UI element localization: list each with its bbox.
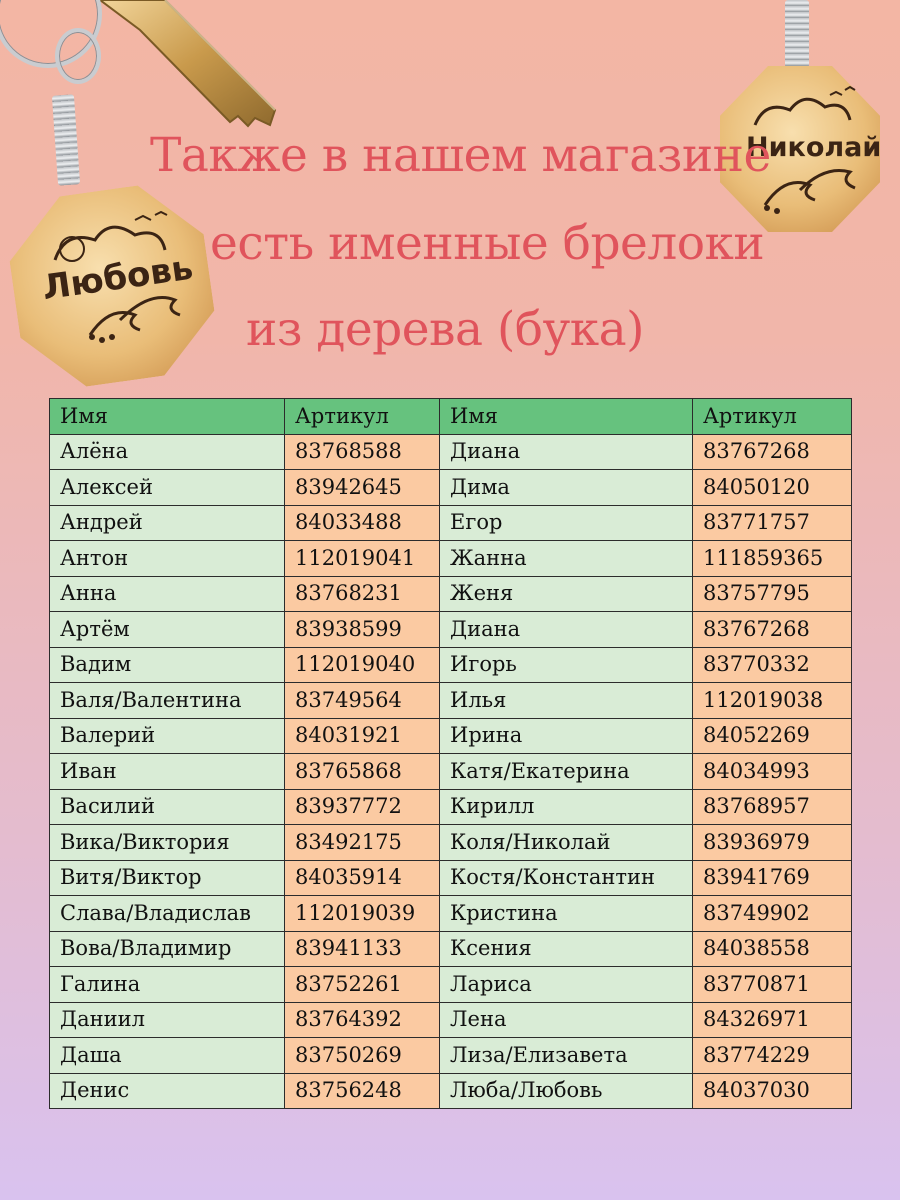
- name-cell: Женя: [440, 576, 693, 612]
- name-cell: Андрей: [50, 505, 285, 541]
- table-row: [50, 470, 852, 506]
- sku-cell: 83749902: [693, 896, 852, 932]
- column-header-sku: Артикул: [285, 399, 440, 435]
- name-cell: Алёна: [50, 434, 285, 470]
- sku-cell: 83764392: [285, 1002, 440, 1038]
- name-cell: Игорь: [440, 647, 693, 683]
- sku-cell: 83768588: [285, 434, 440, 470]
- table-row: [50, 434, 852, 470]
- sku-cell: 83771757: [693, 505, 852, 541]
- table-row: [50, 1073, 852, 1109]
- name-cell: Дима: [440, 470, 693, 506]
- sku-cell: 83767268: [693, 434, 852, 470]
- column-header-sku: Артикул: [693, 399, 852, 435]
- table-row: [50, 931, 852, 967]
- name-cell: Илья: [440, 683, 693, 719]
- name-cell: Валя/Валентина: [50, 683, 285, 719]
- headline-line-2: есть именные брелоки: [210, 216, 765, 271]
- name-cell: Алексей: [50, 470, 285, 506]
- name-cell: Ирина: [440, 718, 693, 754]
- keychain-name-right: Николай: [746, 132, 882, 163]
- sku-cell: 83765868: [285, 754, 440, 790]
- sku-cell: 84052269: [693, 718, 852, 754]
- name-cell: Костя/Константин: [440, 860, 693, 896]
- sku-cell: 83750269: [285, 1038, 440, 1074]
- name-cell: Лариса: [440, 967, 693, 1003]
- headline-line-1: Также в нашем магазине: [150, 128, 771, 183]
- sku-cell: 84034993: [693, 754, 852, 790]
- name-cell: Василий: [50, 789, 285, 825]
- sku-cell: 83938599: [285, 612, 440, 648]
- table-row: [50, 754, 852, 790]
- table-row: [50, 576, 852, 612]
- table-row: [50, 541, 852, 577]
- name-cell: Артём: [50, 612, 285, 648]
- name-cell: Коля/Николай: [440, 825, 693, 861]
- name-cell: Ксения: [440, 931, 693, 967]
- table-row: [50, 789, 852, 825]
- table-row: [50, 505, 852, 541]
- table-row: [50, 647, 852, 683]
- name-cell: Денис: [50, 1073, 285, 1109]
- table-header-row: [50, 399, 852, 435]
- keychain-nikolay-image: [700, 0, 900, 240]
- table-row: [50, 1002, 852, 1038]
- keychain-name-left: Любовь: [39, 247, 196, 309]
- name-cell: Даша: [50, 1038, 285, 1074]
- sku-cell: 83942645: [285, 470, 440, 506]
- name-cell: Даниил: [50, 1002, 285, 1038]
- name-cell: Кристина: [440, 896, 693, 932]
- sku-cell: 112019040: [285, 647, 440, 683]
- sku-cell: 84037030: [693, 1073, 852, 1109]
- sku-cell: 83774229: [693, 1038, 852, 1074]
- sku-cell: 84038558: [693, 931, 852, 967]
- name-cell: Лена: [440, 1002, 693, 1038]
- sku-cell: 84050120: [693, 470, 852, 506]
- dolphins-engraving-icon: [80, 285, 190, 345]
- name-cell: Катя/Екатерина: [440, 754, 693, 790]
- sku-cell: 83767268: [693, 612, 852, 648]
- sku-cell: 84031921: [285, 718, 440, 754]
- name-cell: Жанна: [440, 541, 693, 577]
- name-cell: Егор: [440, 505, 693, 541]
- table-row: [50, 825, 852, 861]
- table-row: [50, 896, 852, 932]
- sku-cell: 83937772: [285, 789, 440, 825]
- keychain-lyubov-image: [0, 0, 230, 390]
- name-cell: Диана: [440, 612, 693, 648]
- name-cell: Витя/Виктор: [50, 860, 285, 896]
- name-cell: Кирилл: [440, 789, 693, 825]
- sku-cell: 84035914: [285, 860, 440, 896]
- sku-cell: 83770871: [693, 967, 852, 1003]
- name-cell: Вика/Виктория: [50, 825, 285, 861]
- sku-cell: 84033488: [285, 505, 440, 541]
- keychain-chain: [785, 0, 809, 68]
- name-cell: Вадим: [50, 647, 285, 683]
- name-cell: Валерий: [50, 718, 285, 754]
- name-cell: Люба/Любовь: [440, 1073, 693, 1109]
- sku-cell: 83768957: [693, 789, 852, 825]
- column-header-name: Имя: [50, 399, 285, 435]
- sku-cell: 112019039: [285, 896, 440, 932]
- name-cell: Диана: [440, 434, 693, 470]
- sku-cell: 111859365: [693, 541, 852, 577]
- sku-cell: 83936979: [693, 825, 852, 861]
- sku-cell: 83941133: [285, 931, 440, 967]
- sku-cell: 83757795: [693, 576, 852, 612]
- name-cell: Вова/Владимир: [50, 931, 285, 967]
- table-row: [50, 1038, 852, 1074]
- keychain-chain: [52, 94, 80, 185]
- sku-cell: 83752261: [285, 967, 440, 1003]
- key-ring-small: [55, 28, 101, 84]
- sku-cell: 112019041: [285, 541, 440, 577]
- sku-cell: 83749564: [285, 683, 440, 719]
- dolphins-engraving-icon: [755, 160, 865, 215]
- sku-cell: 83941769: [693, 860, 852, 896]
- table-row: [50, 967, 852, 1003]
- name-cell: Галина: [50, 967, 285, 1003]
- name-cell: Слава/Владислав: [50, 896, 285, 932]
- name-cell: Лиза/Елизавета: [440, 1038, 693, 1074]
- sku-cell: 112019038: [693, 683, 852, 719]
- table-row: [50, 683, 852, 719]
- sun-clouds-engraving-icon: [745, 85, 865, 130]
- column-header-name: Имя: [440, 399, 693, 435]
- names-sku-table: [49, 398, 851, 1115]
- sku-cell: 83756248: [285, 1073, 440, 1109]
- name-cell: Иван: [50, 754, 285, 790]
- sku-cell: 84326971: [693, 1002, 852, 1038]
- headline-line-3: из дерева (бука): [246, 302, 644, 357]
- table-row: [50, 612, 852, 648]
- sku-cell: 83770332: [693, 647, 852, 683]
- table-row: [50, 718, 852, 754]
- name-cell: Анна: [50, 576, 285, 612]
- sku-cell: 83768231: [285, 576, 440, 612]
- sku-cell: 83492175: [285, 825, 440, 861]
- name-cell: Антон: [50, 541, 285, 577]
- table-row: [50, 860, 852, 896]
